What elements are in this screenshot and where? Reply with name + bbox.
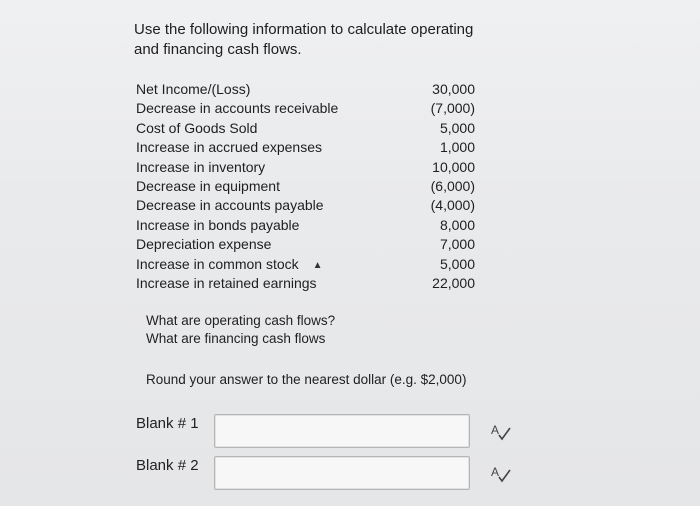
financing-cash-flow-question: What are financing cash flows — [146, 331, 326, 346]
item-value: 8,000 — [439, 216, 475, 233]
svg-text:A: A — [491, 423, 500, 437]
item-label: Cost of Goods Sold — [136, 119, 258, 136]
spell-check-icon[interactable] — [490, 422, 512, 442]
sub-questions — [146, 312, 335, 348]
item-row — [136, 80, 481, 99]
item-label: Decrease in equipment — [136, 177, 280, 194]
item-label: Increase in bonds payable — [136, 216, 300, 233]
item-row — [136, 255, 481, 274]
item-row — [136, 196, 481, 215]
item-label: Increase in retained earnings — [136, 274, 317, 291]
question-line-1: Use the following information to calculate operating — [134, 21, 474, 38]
blank-1-input[interactable] — [214, 414, 470, 448]
financial-items-table — [136, 80, 481, 293]
item-label-with-cursor — [136, 255, 323, 275]
item-row — [136, 138, 481, 157]
question-text — [134, 20, 494, 60]
item-row — [136, 99, 481, 118]
spell-check-icon[interactable] — [490, 464, 512, 484]
item-row — [136, 274, 481, 293]
item-label: Net Income/(Loss) — [136, 81, 251, 97]
item-label: Increase in accrued expenses — [136, 139, 322, 156]
mouse-cursor-icon: ▲ — [312, 259, 323, 271]
item-value: 10,000 — [432, 158, 475, 175]
item-value: 1,000 — [439, 139, 475, 156]
item-label: Decrease in accounts payable — [136, 197, 324, 214]
item-label: Increase in inventory — [136, 158, 266, 175]
item-value: 30,000 — [432, 81, 475, 97]
item-value: 5,000 — [439, 255, 475, 272]
item-row — [136, 119, 481, 138]
question-line-2: and financing cash flows. — [134, 41, 302, 58]
item-label: Decrease in accounts receivable — [136, 100, 339, 117]
blank-2-label: Blank # 2 — [136, 457, 199, 474]
item-row — [136, 177, 481, 196]
item-label: Depreciation expense — [136, 236, 272, 253]
item-row — [136, 216, 481, 235]
blank-1-label: Blank # 1 — [136, 415, 199, 432]
item-value: (6,000) — [430, 177, 475, 194]
item-row — [136, 235, 481, 254]
item-row — [136, 158, 481, 177]
svg-text:A: A — [491, 465, 500, 479]
operating-cash-flow-question: What are operating cash flows? — [146, 313, 336, 328]
item-value: (4,000) — [430, 197, 475, 214]
item-value: (7,000) — [430, 100, 475, 117]
blank-2-input[interactable] — [214, 456, 470, 490]
item-label: Increase in common stock — [136, 255, 299, 272]
item-value: 5,000 — [439, 119, 475, 136]
item-value: 7,000 — [439, 236, 475, 253]
rounding-instruction: Round your answer to the nearest dollar (e.g. $2,000) — [146, 372, 467, 387]
item-value: 22,000 — [432, 274, 475, 291]
